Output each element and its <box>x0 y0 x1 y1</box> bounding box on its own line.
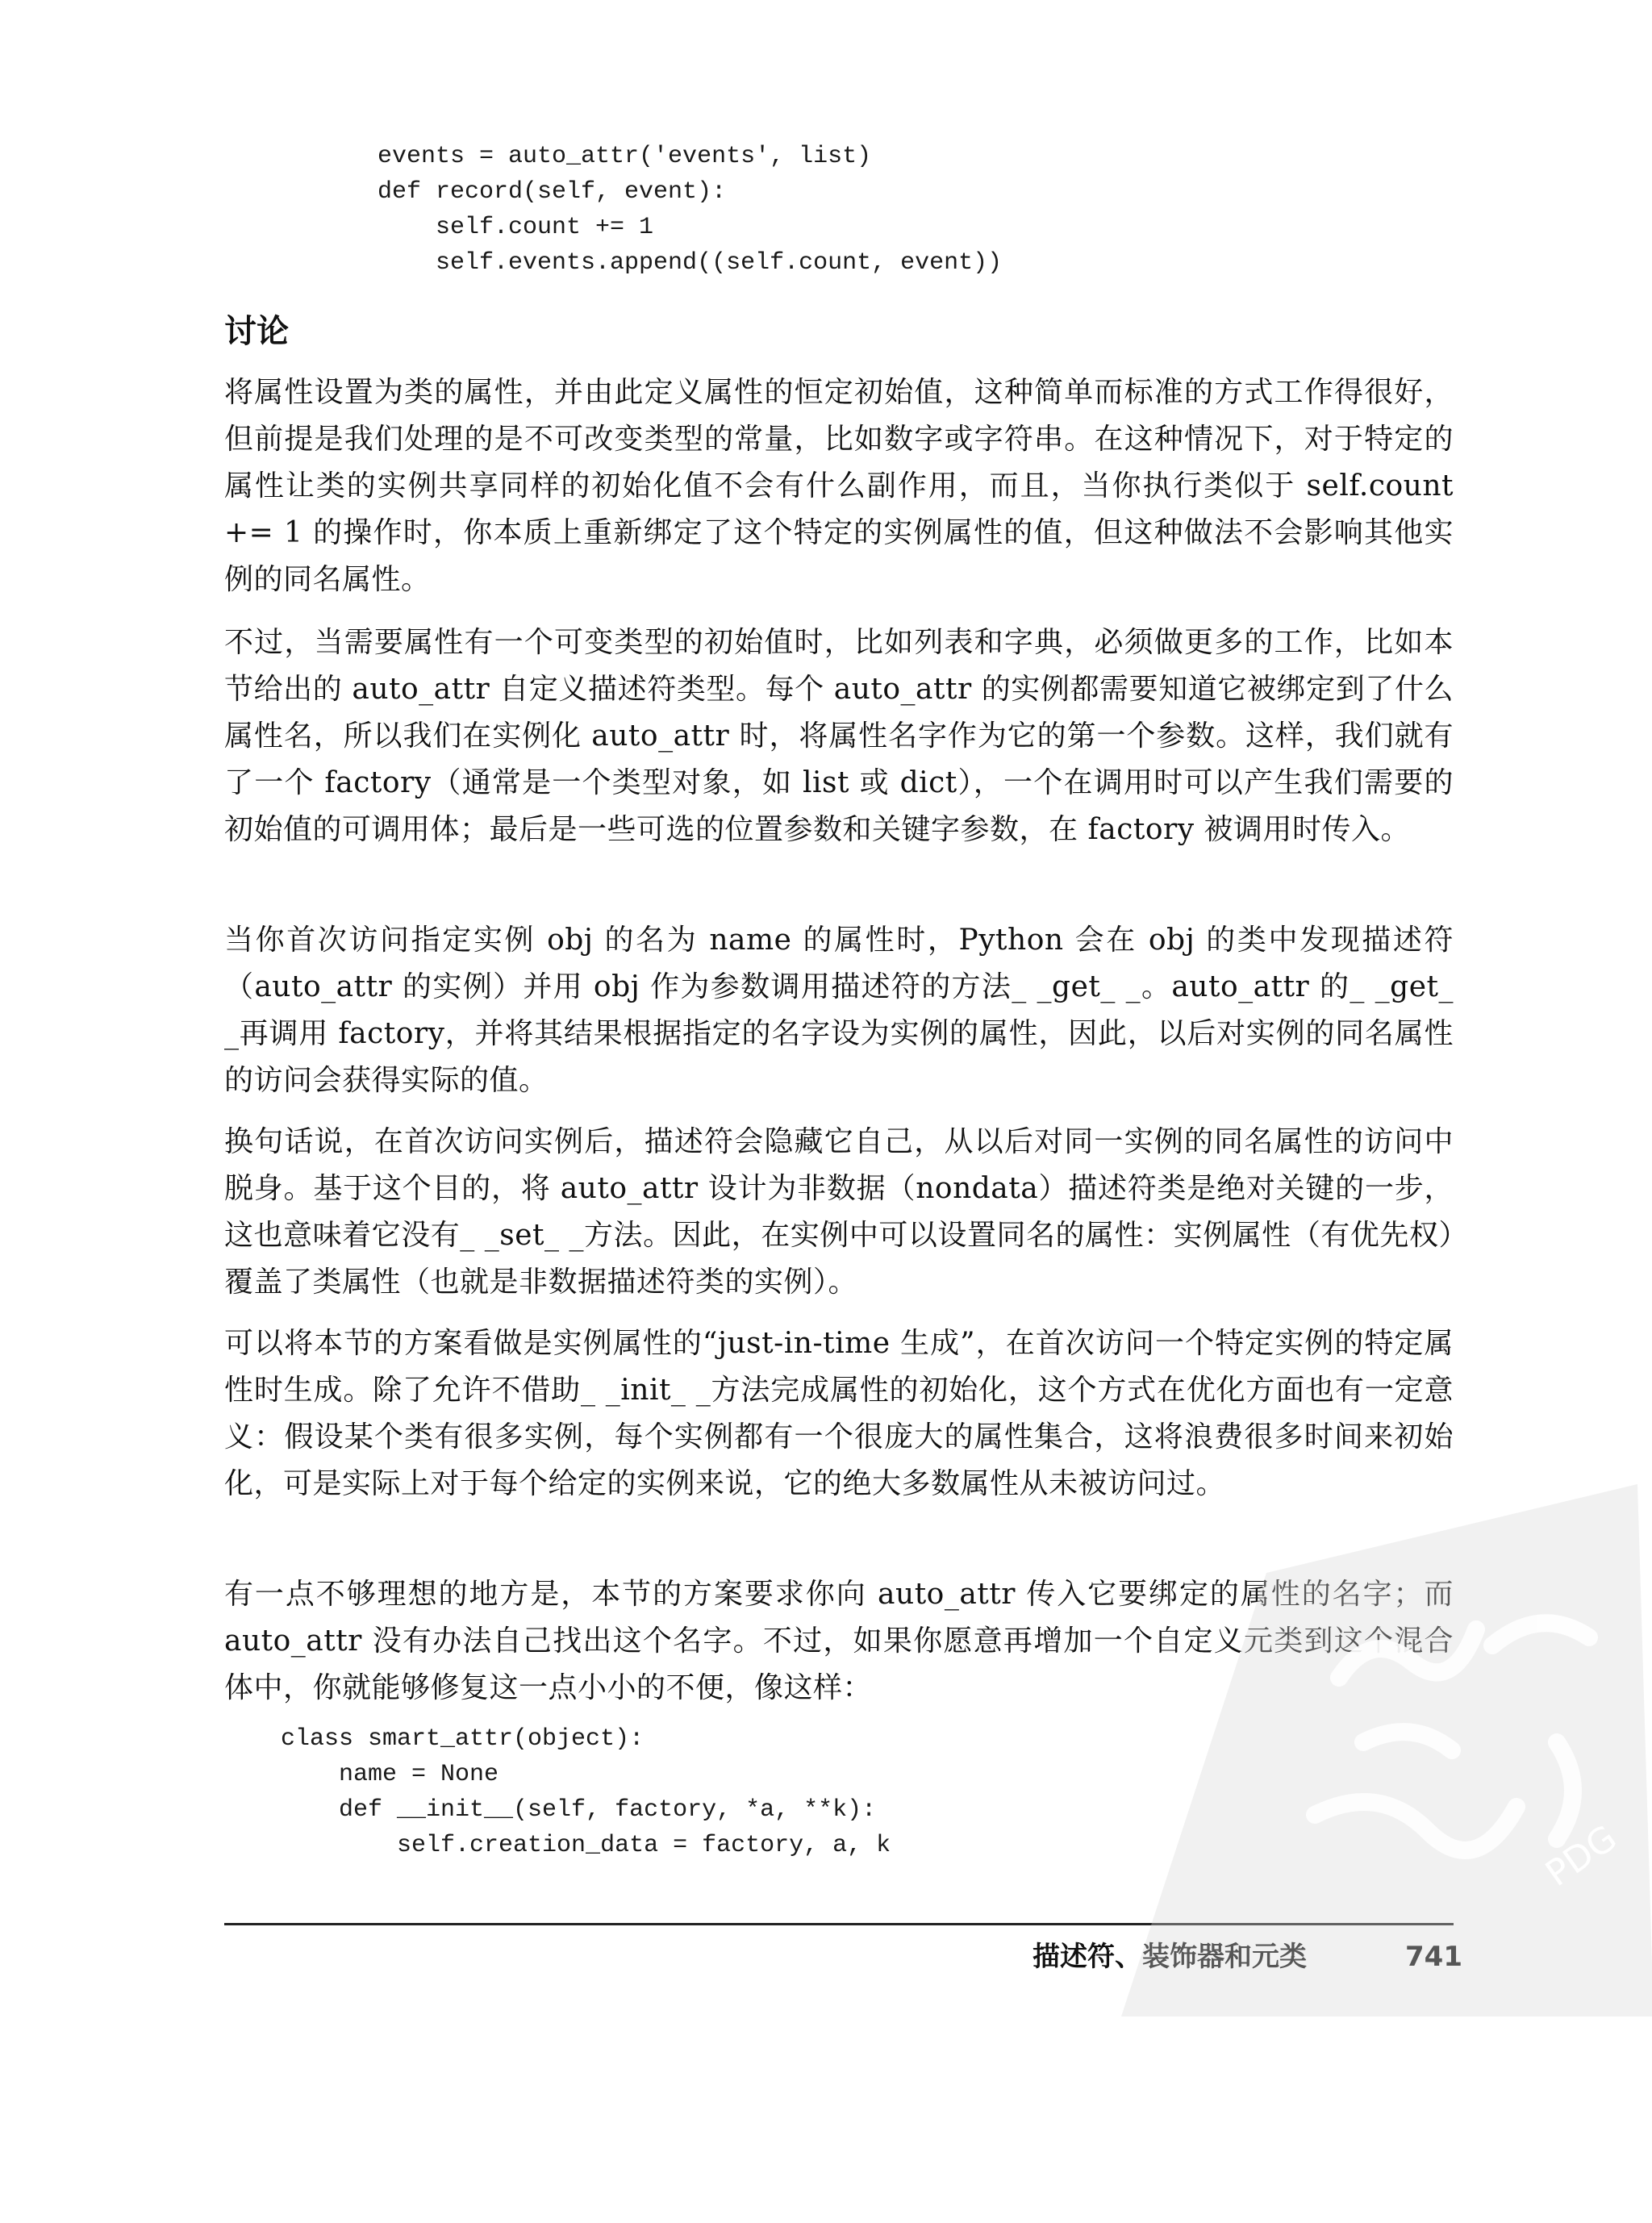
paragraph-4: 换句话说，在首次访问实例后，描述符会隐藏它自己，从以后对同一实例的同名属性的访问中脱身。基于这个目的，将 auto_attr 设计为非数据（nondata）描述符类是绝对关键的一步，这也意味着它没有_ _set_ _方法。因此，在实例中可以设置同名的属性：实例属性（有优先权）覆盖了类属性（也就是非数据描述符类的实例）。 <box>224 1125 1454 1299</box>
footer-chapter-title: 描述符、装饰器和元类 <box>1032 1941 1307 1973</box>
page-number: 741 <box>1405 1941 1462 1973</box>
watermark-stamp <box>1073 1436 1652 2017</box>
code-block-top: events = auto_attr('events', list) def record(self, event): self.count += 1 self.events.append((self.count, event)) <box>378 143 1003 277</box>
paragraph-1: 将属性设置为类的属性，并由此定义属性的恒定初始值，这种简单而标准的方式工作得很好，但前提是我们处理的是不可改变类型的常量，比如数字或字符串。在这种情况下，对于特定的属性让类的实例共享同样的初始化值不会有什么副作用，而且，当你执行类似于 self.count += 1 的操作时，你本质上重新绑定了这个特定的实例属性的值，但这种做法不会影响其他实例的同名属性。 <box>224 376 1454 596</box>
paragraph-3: 当你首次访问指定实例 obj 的名为 name 的属性时，Python 会在 obj 的类中发现描述符（auto_attr 的实例）并用 obj 作为参数调用描述符的方法_ _get_ _。auto_attr 的_ _get_ _再调用 factory，并将其结果根据指定的名字设为实例的属性，因此，以后对实例的同名属性的访问会获得实际的值。 <box>224 924 1454 1097</box>
paragraph-2: 不过，当需要属性有一个可变类型的初始值时，比如列表和字典，必须做更多的工作，比如本节给出的 auto_attr 自定义描述符类型。每个 auto_attr 的实例都需要知道它被绑定到了什么属性名，所以我们在实例化 auto_attr 时，将属性名字作为它的第一个参数。这样，我们就有了一个 factory（通常是一个类型对象，如 list 或 dict），一个在调用时可以产生我们需要的初始值的可调用体；最后是一些可选的位置参数和关键字参数，在 factory 被调用时传入。 <box>224 626 1454 846</box>
paragraph-6: 有一点不够理想的地方是，本节的方案要求你向 auto_attr 传入它要绑定的属性的名字；而 auto_attr 没有办法自己找出这个名字。不过，如果你愿意再增加一个自定义元类到这个混合体中，你就能够修复这一点小小的不便，像这样： <box>224 1578 1454 1704</box>
watermark-text: PDG <box>1538 1817 1625 1896</box>
section-heading: 讨论 <box>224 313 289 350</box>
code-block-bottom: class smart_attr(object): name = None def __init__(self, factory, *a, **k): self.creation_data = factory, a, k <box>281 1725 891 1859</box>
paragraph-5: 可以将本节的方案看做是实例属性的“just-in-time 生成”，在首次访问一个特定实例的特定属性时生成。除了允许不借助_ _init_ _方法完成属性的初始化，这个方式在优化方面也有一定意义：假设某个类有很多实例，每个实例都有一个很庞大的属性集合，这将浪费很多时间来初始化，可是实际上对于每个给定的实例来说，它的绝大多数属性从未被访问过。 <box>224 1327 1454 1500</box>
